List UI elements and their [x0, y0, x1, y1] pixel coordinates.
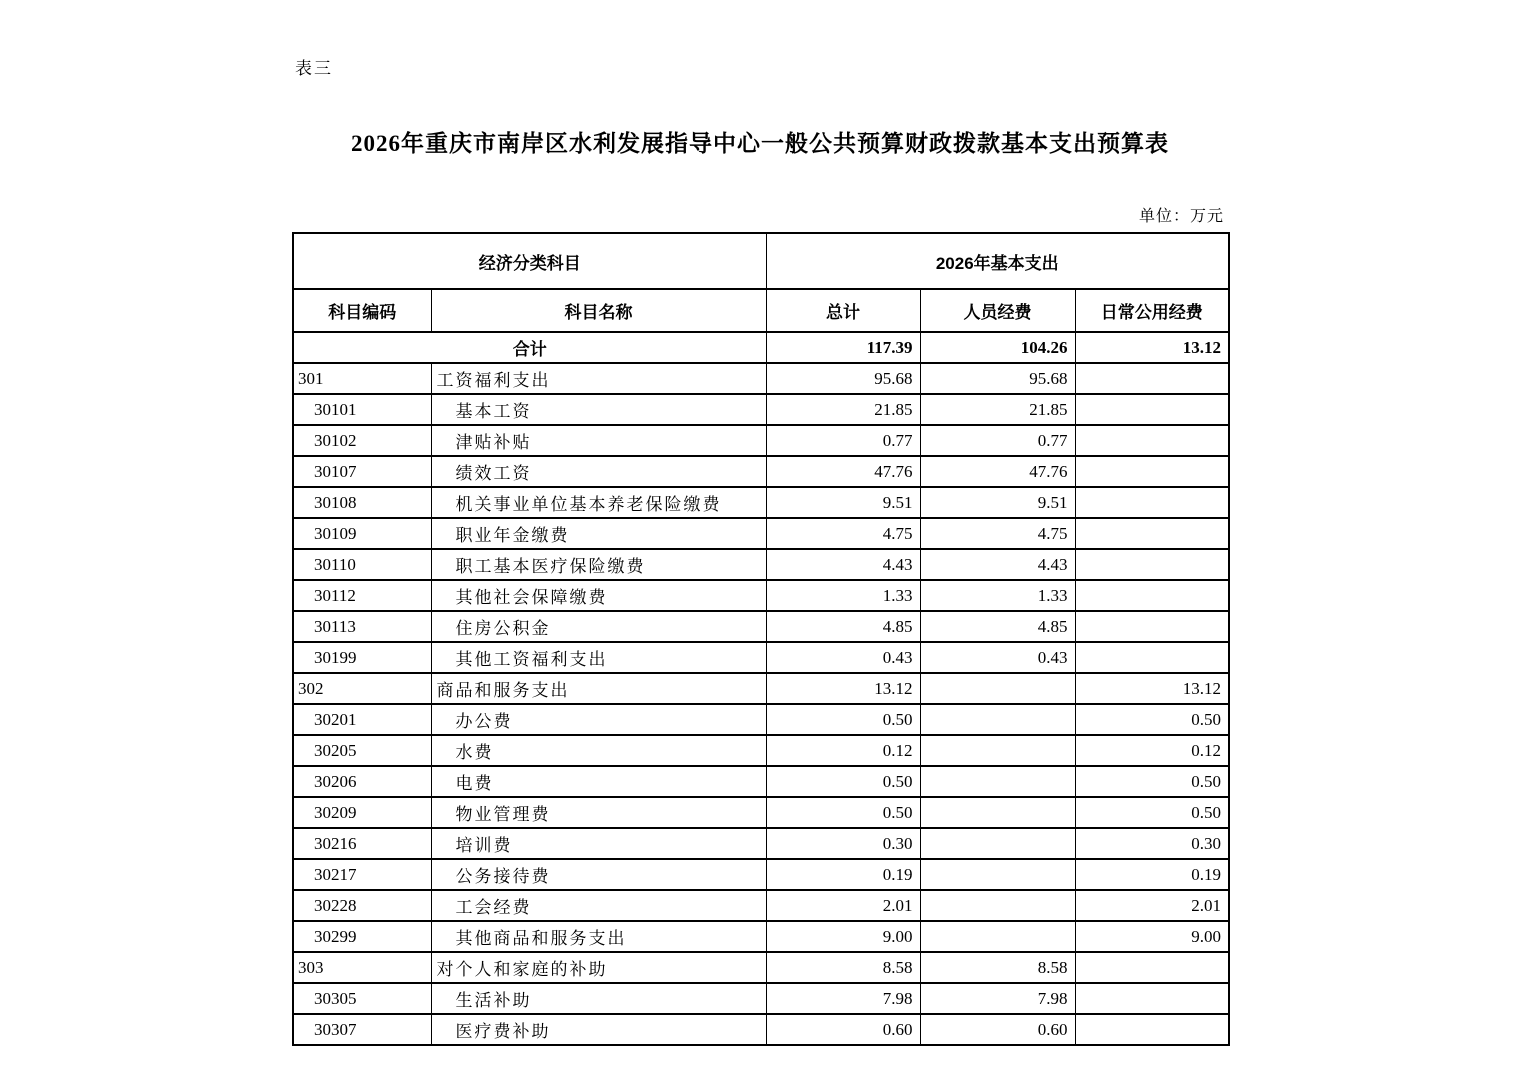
grand-total-label: 合计 — [293, 332, 766, 363]
header-subject-code: 科目编码 — [293, 289, 431, 332]
subject-code-cell: 30217 — [293, 859, 431, 890]
total-cell: 95.68 — [766, 363, 920, 394]
total-cell: 8.58 — [766, 952, 920, 983]
daily-cell — [1075, 952, 1229, 983]
personnel-cell: 4.85 — [920, 611, 1075, 642]
total-cell: 0.43 — [766, 642, 920, 673]
personnel-cell: 7.98 — [920, 983, 1075, 1014]
subject-code-cell: 30209 — [293, 797, 431, 828]
total-cell: 0.50 — [766, 797, 920, 828]
personnel-cell — [920, 735, 1075, 766]
total-cell: 0.30 — [766, 828, 920, 859]
document-title: 2026年重庆市南岸区水利发展指导中心一般公共预算财政拨款基本支出预算表 — [351, 131, 1169, 156]
total-cell: 1.33 — [766, 580, 920, 611]
subject-code-cell: 30305 — [293, 983, 431, 1014]
subject-code-cell: 301 — [293, 363, 431, 394]
subject-code-cell: 30107 — [293, 456, 431, 487]
grand-total-row — [293, 332, 1229, 363]
personnel-cell — [920, 859, 1075, 890]
subject-code-cell: 30216 — [293, 828, 431, 859]
daily-cell — [1075, 549, 1229, 580]
daily-cell — [1075, 394, 1229, 425]
subject-code-cell: 30307 — [293, 1014, 431, 1045]
subject-code-cell: 30228 — [293, 890, 431, 921]
subject-code-cell: 30199 — [293, 642, 431, 673]
unit-note: 单位：万元 — [1138, 208, 1224, 225]
grand-total-daily-cell: 13.12 — [1075, 332, 1229, 363]
table-row — [293, 952, 1229, 983]
header-group-row — [293, 233, 1229, 289]
table-row — [293, 518, 1229, 549]
subject-code-cell: 30113 — [293, 611, 431, 642]
personnel-cell: 9.51 — [920, 487, 1075, 518]
daily-cell: 9.00 — [1075, 921, 1229, 952]
total-cell: 47.76 — [766, 456, 920, 487]
subject-name-cell: 对个人和家庭的补助 — [431, 952, 766, 983]
total-cell: 0.12 — [766, 735, 920, 766]
personnel-cell — [920, 704, 1075, 735]
total-cell: 0.77 — [766, 425, 920, 456]
subject-name-cell: 其他商品和服务支出 — [431, 921, 766, 952]
table-row — [293, 921, 1229, 952]
subject-code-cell: 303 — [293, 952, 431, 983]
daily-cell — [1075, 580, 1229, 611]
subject-name-cell: 医疗费补助 — [431, 1014, 766, 1045]
personnel-cell — [920, 921, 1075, 952]
grand-total-total-cell: 117.39 — [766, 332, 920, 363]
total-cell: 0.19 — [766, 859, 920, 890]
subject-name-cell: 培训费 — [431, 828, 766, 859]
total-cell: 4.85 — [766, 611, 920, 642]
table-row — [293, 828, 1229, 859]
subject-name-cell: 电费 — [431, 766, 766, 797]
subject-name-cell: 水费 — [431, 735, 766, 766]
personnel-cell — [920, 673, 1075, 704]
table-row — [293, 456, 1229, 487]
total-cell: 0.50 — [766, 766, 920, 797]
personnel-cell: 0.77 — [920, 425, 1075, 456]
table-row — [293, 642, 1229, 673]
budget-table — [292, 232, 1230, 1046]
header-subject-name: 科目名称 — [431, 289, 766, 332]
daily-cell — [1075, 456, 1229, 487]
subject-name-cell: 商品和服务支出 — [431, 673, 766, 704]
daily-cell — [1075, 363, 1229, 394]
subject-code-cell: 30112 — [293, 580, 431, 611]
personnel-cell — [920, 766, 1075, 797]
daily-cell: 13.12 — [1075, 673, 1229, 704]
daily-cell: 0.12 — [1075, 735, 1229, 766]
total-cell: 21.85 — [766, 394, 920, 425]
table-row — [293, 890, 1229, 921]
subject-code-cell: 30299 — [293, 921, 431, 952]
header-personnel-funds: 人员经费 — [920, 289, 1075, 332]
subject-code-cell: 30102 — [293, 425, 431, 456]
subject-code-cell: 30205 — [293, 735, 431, 766]
table-row — [293, 704, 1229, 735]
total-cell: 4.43 — [766, 549, 920, 580]
table-row — [293, 549, 1229, 580]
personnel-cell: 8.58 — [920, 952, 1075, 983]
subject-name-cell: 住房公积金 — [431, 611, 766, 642]
daily-cell: 0.30 — [1075, 828, 1229, 859]
grand-total-personnel-cell: 104.26 — [920, 332, 1075, 363]
total-cell: 7.98 — [766, 983, 920, 1014]
personnel-cell: 21.85 — [920, 394, 1075, 425]
total-cell: 0.50 — [766, 704, 920, 735]
daily-cell — [1075, 518, 1229, 549]
subject-code-cell: 30201 — [293, 704, 431, 735]
table-row — [293, 983, 1229, 1014]
personnel-cell: 4.43 — [920, 549, 1075, 580]
table-row — [293, 394, 1229, 425]
daily-cell — [1075, 642, 1229, 673]
table-row — [293, 735, 1229, 766]
daily-cell — [1075, 425, 1229, 456]
subject-code-cell: 30110 — [293, 549, 431, 580]
total-cell: 13.12 — [766, 673, 920, 704]
daily-cell: 0.19 — [1075, 859, 1229, 890]
subject-name-cell: 其他社会保障缴费 — [431, 580, 766, 611]
personnel-cell: 4.75 — [920, 518, 1075, 549]
subject-name-cell: 工会经费 — [431, 890, 766, 921]
header-basic-expenditure-2026: 2026年基本支出 — [766, 233, 1229, 289]
subject-name-cell: 职业年金缴费 — [431, 518, 766, 549]
personnel-cell: 47.76 — [920, 456, 1075, 487]
header-economic-classification: 经济分类科目 — [293, 233, 766, 289]
table-row — [293, 363, 1229, 394]
subject-code-cell: 30108 — [293, 487, 431, 518]
daily-cell: 0.50 — [1075, 704, 1229, 735]
table-row — [293, 1014, 1229, 1045]
subject-code-cell: 302 — [293, 673, 431, 704]
daily-cell — [1075, 611, 1229, 642]
subject-name-cell: 办公费 — [431, 704, 766, 735]
table-row — [293, 487, 1229, 518]
header-total: 总计 — [766, 289, 920, 332]
subject-code-cell: 30101 — [293, 394, 431, 425]
subject-name-cell: 工资福利支出 — [431, 363, 766, 394]
daily-cell — [1075, 1014, 1229, 1045]
subject-name-cell: 绩效工资 — [431, 456, 766, 487]
total-cell: 9.00 — [766, 921, 920, 952]
subject-code-cell: 30206 — [293, 766, 431, 797]
personnel-cell — [920, 797, 1075, 828]
daily-cell: 0.50 — [1075, 797, 1229, 828]
header-daily-public-funds: 日常公用经费 — [1075, 289, 1229, 332]
subject-name-cell: 公务接待费 — [431, 859, 766, 890]
table-row — [293, 580, 1229, 611]
daily-cell: 0.50 — [1075, 766, 1229, 797]
personnel-cell: 0.43 — [920, 642, 1075, 673]
personnel-cell — [920, 828, 1075, 859]
personnel-cell: 1.33 — [920, 580, 1075, 611]
table-row — [293, 797, 1229, 828]
total-cell: 4.75 — [766, 518, 920, 549]
subject-name-cell: 其他工资福利支出 — [431, 642, 766, 673]
total-cell: 9.51 — [766, 487, 920, 518]
table-row — [293, 611, 1229, 642]
personnel-cell: 0.60 — [920, 1014, 1075, 1045]
personnel-cell: 95.68 — [920, 363, 1075, 394]
table-row — [293, 673, 1229, 704]
personnel-cell — [920, 890, 1075, 921]
subject-name-cell: 职工基本医疗保险缴费 — [431, 549, 766, 580]
total-cell: 2.01 — [766, 890, 920, 921]
subject-name-cell: 物业管理费 — [431, 797, 766, 828]
subject-name-cell: 生活补助 — [431, 983, 766, 1014]
page-label: 表三 — [295, 59, 333, 78]
table-row — [293, 859, 1229, 890]
daily-cell — [1075, 487, 1229, 518]
table-row — [293, 766, 1229, 797]
subject-code-cell: 30109 — [293, 518, 431, 549]
subject-name-cell: 津贴补贴 — [431, 425, 766, 456]
table-row — [293, 425, 1229, 456]
subject-name-cell: 机关事业单位基本养老保险缴费 — [431, 487, 766, 518]
subject-name-cell: 基本工资 — [431, 394, 766, 425]
total-cell: 0.60 — [766, 1014, 920, 1045]
header-columns-row — [293, 289, 1229, 332]
daily-cell: 2.01 — [1075, 890, 1229, 921]
daily-cell — [1075, 983, 1229, 1014]
